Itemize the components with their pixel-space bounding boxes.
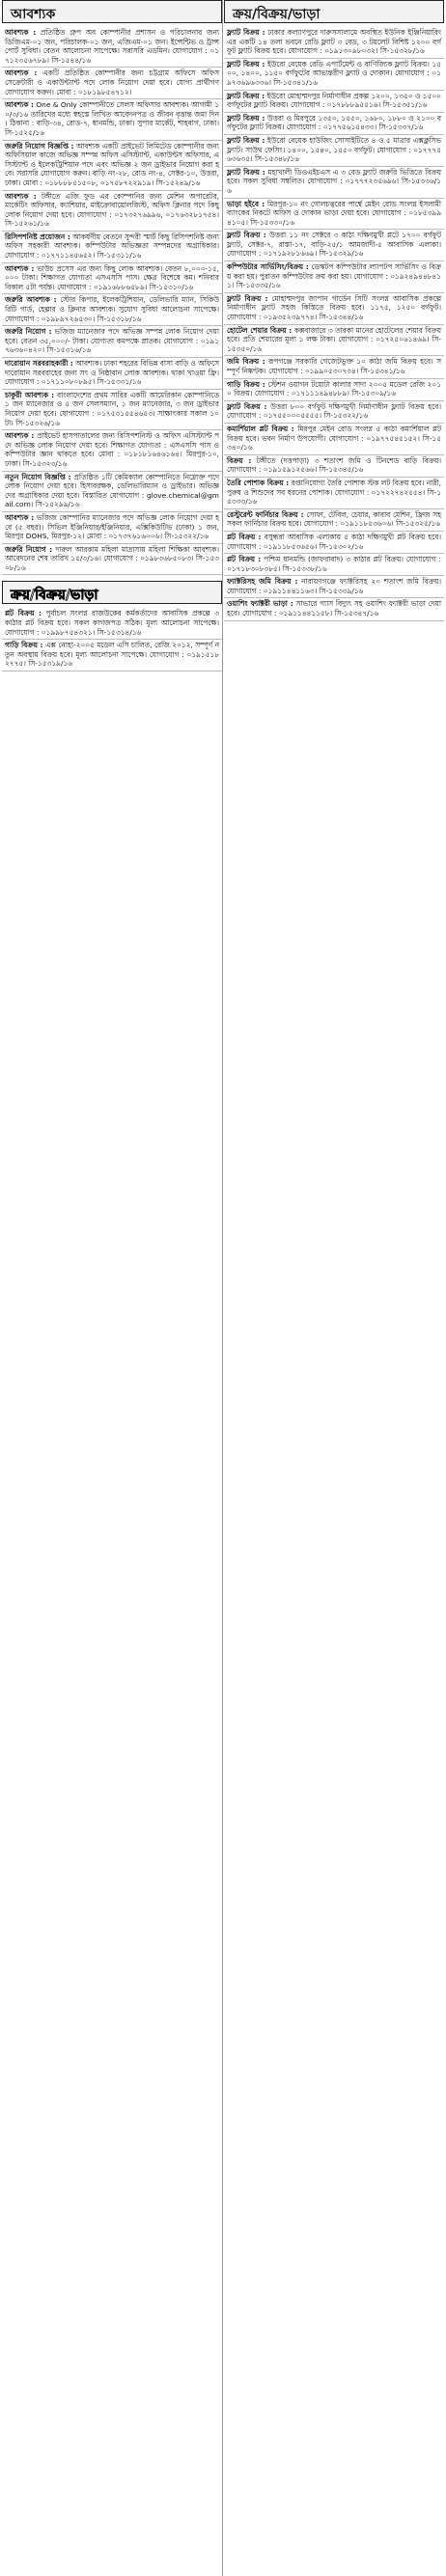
ad-body: পশ্চিম ধানমন্ডি (জাফরাবাদ) ৩ কাঠার প্লট বিক্রয়। যোগাযোগ : ০১৭১৮৩০৮৩৮৫। সি-১৫৩৩৮/১৬ bbox=[227, 555, 441, 573]
classified-ad bbox=[224, 27, 444, 59]
section-title: ক্রয়/বিক্রয়/ভাড়া bbox=[11, 588, 98, 604]
ad-body: রূপগঞ্জে সরকারি গেজেটভুক্ত ১০ কাঠা জমি বিক্রয় হবে। সম্পূর্ণ নিষ্কণ্টক। যোগাযোগ : ০১৯৯০৫৩০৭৩৪। সি-১৫৩৪১/১৬ bbox=[227, 357, 441, 375]
classified-ad bbox=[224, 356, 444, 378]
classified-ad bbox=[224, 379, 444, 401]
classified-ad bbox=[2, 544, 222, 576]
ad-heading: আবশ্যক : bbox=[5, 28, 37, 37]
ad-body: ভজিজ ম্যানেজার পদে অভিজ্ঞ সম্পন্ন লোক নিয়োগ দেয়া হবে। বেতন ৩৫,০০০/- টাকা। যোগ্যতা কমপক্ষে স্নাতক। যোগাযোগ : ০১৯১৭৬৩৬০৪২০। সি-১৫৩১৬/১৬ bbox=[5, 327, 219, 355]
classified-ad bbox=[224, 325, 444, 357]
classified-ad bbox=[224, 598, 444, 620]
classified-ad bbox=[224, 509, 444, 532]
ad-heading: ফ্ল্যাট বিক্রয় : bbox=[227, 293, 268, 303]
ad-body: রপ্তানিযোগ্য তৈরি পোশাক স্টক লট বিক্রয় হবে। নারী, পুরুষ ও শিশুদের সব ধরনের পোশাক। যোগাযোগ : ০১৭২২৭৪২৫৫৪। সি-১৫৩৩৩/১৬ bbox=[227, 478, 441, 507]
ad-body: টঙ্গীতে (দত্তপাড়া) ৩ শতাংশ জমি ও টিনশেড বাড়ি বিক্রয়। যোগাযোগ : ০১৯১৫৯১২৫৬৬। সি-১৫৩৪৫/১৬ bbox=[227, 455, 441, 475]
ad-heading: আবশ্যক : bbox=[5, 69, 38, 78]
classified-ad bbox=[2, 141, 222, 191]
ad-heading: রেস্টুরেন্ট ফার্নিচার বিক্রয় : bbox=[227, 509, 304, 519]
ad-body: মোহাম্মদপুর জাপান গার্ডেন সিটি সংলগ্ন আবাসিক প্রকল্পে নির্মাণাধীন ফ্ল্যাট সহজ কিস্তিতে বিক্রয় হবে। ১১৭৫, ১২৫০ বর্গফুট। যোগাযোগ : ০১৯৩৫২৩৯৭৭৪। সি-১৫৩৪৪/১৬ bbox=[227, 293, 441, 322]
ad-body: ইউরো বেয়েক হাউজিং সোসাইটিতে ৪ ও ৫ মাত্রার এক্সক্লুসিভ ফ্ল্যাট। সাউথ ফেসিং। ১৪০০, ১৫৪০, ১৫৫০ বর্গফুট। যোগাযোগ : ০১৭৭৭৫৬৩৬৩৫। সি-১৫৩৪৮/১৬ bbox=[227, 135, 441, 164]
section-header-buy-sell-rent-left bbox=[2, 581, 222, 604]
ad-heading: ওয়াশিং ফ্যাক্টরী ভাড়া : bbox=[227, 599, 293, 609]
ad-heading: জরুরি নিয়োগ : bbox=[5, 544, 53, 554]
ad-body: পূর্বাচল সংলগ্ন রাজউকের কর্মকর্তাদের আবাসিক প্রকল্পে ৩ কাঠার প্লট বিক্রয় হবে। সকল কাগজপত্র সঠিক। মূল্য আলোচনা সাপেক্ষে। যোগাযোগ : ০১৯৯৮৭৫৪৩২১। সি-১৫৩১৪/১৬ bbox=[5, 609, 219, 637]
classified-ad bbox=[2, 191, 222, 232]
ad-heading: প্লট বিক্রয় : bbox=[5, 609, 42, 618]
section-header-employment bbox=[2, 0, 222, 23]
ad-heading: ফ্ল্যাট বিক্রয় : bbox=[227, 113, 265, 123]
classified-ad bbox=[2, 27, 222, 68]
ad-heading: চাকুরী আবশ্যক : bbox=[5, 390, 55, 399]
ad-heading: গাড়ি বিক্রয় : bbox=[227, 379, 265, 389]
classified-ad bbox=[224, 113, 444, 135]
classified-ad bbox=[224, 401, 444, 424]
classified-list-buy-sell bbox=[224, 27, 444, 621]
classified-ad bbox=[2, 326, 222, 358]
ad-body: প্রতিষ্ঠিত গ্রুপ অব কোম্পানীর প্রশাসন ও পরিচালনার জন্য ডিজিএম-০১ জন, পরিচালক-০১ জন, এজিএম-০১ জন। ইন্সেন্টিভ ও ট্রান্সপোর্ট সুবিধা। বেতন আলোচনা সাপেক্ষে। সরাসরি এডমিন। যোগাযোগ : ০১৭১২৩৫৬৭৮৯। সি-১৫৪৪/১৬ bbox=[5, 28, 220, 65]
ad-heading: আবশ্যক : bbox=[5, 431, 35, 441]
classified-ad bbox=[224, 478, 444, 509]
ad-body: প্রাইভেট হাসপাতালের জন্য রিসিপশনিস্ট ও অফিস এসিস্ট্যান্ট পদে অভিজ্ঞ লোক নিয়োগ দেয়া হবে। শিক্ষাগত যোগ্যতা : এসএসসি পাস ও কম্পিউটার জ্ঞান থাকতে হবে। মোবা : ০১৮১৮১৬৪৬১৬৪। মিরপুর-১০, ঢাকা। সি-১৫৩২৩/১৬ bbox=[5, 431, 219, 468]
ad-body: আবশ্যক। ঢাকা শহরের বিভিন্ন বাসা বাড়ি ও অফিসে দারোয়ান সরবরাহের জন্য সৎ ও নিষ্ঠাবান লোক আবশ্যক। থাকা খাওয়া ফ্রি। যোগাযোগ : ০১৭১১০৮০৮৯৫। সি-১৫৩৩১/১৬ bbox=[5, 359, 219, 387]
ad-body: মিরপুর-১০ নং গোলচত্বরের পার্শ্বে মেইন রোড সংলগ্ন ইসলামী ব্যাংকের নিকটে অফিস ও দোকান ভাড়া দেয়া হবে। যোগাযোগ : ০১৮৫৩৯৯৪১০৫। সি-১৫৩৩০/১৬ bbox=[227, 199, 442, 227]
ad-heading: আবশ্যক : bbox=[5, 100, 34, 110]
ad-heading: ফ্ল্যাট বিক্রয় : bbox=[227, 59, 265, 69]
ad-body: কক্সবাজারে ৩ তারকা মানের হোটেলের শেয়ার বিক্রয় হবে। প্রতি শেয়ারের মূল্য ১ লক্ষ টাকা। যোগাযোগ : ০১৭২৫০৬১৪৬৯। সি-১৫৩৫০/১৬ bbox=[227, 325, 441, 353]
ad-heading: ফ্ল্যাট বিক্রয় : bbox=[227, 401, 267, 411]
classified-ad bbox=[224, 91, 444, 113]
ad-heading: নতুন নিয়োগ বিজ্ঞপ্তি : bbox=[5, 472, 71, 481]
ad-body: ডেস্কটপ কম্পিউটার ল্যাপটপ সার্ভিসিং ও বিক্রয় করা হয়। পুরাতন কম্পিউটার ক্রয় করা হয়। যোগাযোগ : ০১৯২৪৯৪৪৮৪১১। সি-১৫৩৩৫/১৬ bbox=[227, 262, 442, 290]
ad-body: মহাখালী ডিওএইচএস এ ৩ বেড ফ্ল্যাট জরুরি ভিত্তিতে বিক্রয় হবে। সকল সুবিধা সম্বলিত। যোগাযোগ : ০১৭৭৭২৩৫৬৯৬। সি-১৫৩৩৬/১৬ bbox=[227, 167, 441, 195]
classified-ad bbox=[2, 358, 222, 390]
ad-heading: ফ্ল্যাট বিক্রয় : bbox=[227, 135, 265, 145]
ad-body: উত্তরা ১১ নং সেক্টরে ৩ কাঠা দক্ষিণমুখী প্লটে ১৭০০ বর্গফুট ফ্ল্যাট, সেক্টর-৭, রাস্তা-১৭, বাড়ি-২৫/১ আমজাদী-৫ আবাসিক এলাকা। যোগাযোগ : ০১৭১৯২৮১৬৬৯। সি-১৫৩২৯/১৬ bbox=[227, 231, 441, 259]
ad-heading: আবশ্যক : bbox=[5, 263, 35, 273]
ad-body: সাভারে গ্যাস বিদ্যুৎ সহ ওয়াশিং ফ্যাক্টরী ভাড়া দেয়া হবে। যোগাযোগ : ০১৯১১৪৪১১৫৮। সি-১৫৩৪৭/১৬ bbox=[227, 599, 441, 618]
classified-ad bbox=[2, 430, 222, 471]
ad-heading: কমার্শিয়াল প্লট বিক্রয় : bbox=[227, 424, 294, 433]
ad-body: উত্তরা ৮০০ বর্গফুট দক্ষিণমুখী নির্মাণাধীন ফ্ল্যাট বিক্রয় হবে। যোগাযোগ : ০১৭৫৫০০০৫৫৫৫। সি-১৫৩২২/১৬ bbox=[227, 401, 441, 421]
ad-heading: জমি বিক্রয় : bbox=[227, 357, 265, 367]
classified-ad bbox=[224, 199, 444, 231]
ad-body: আকর্ষণীয় বেতনে সুন্দরী স্মার্ট কিছু রিসিপশনিষ্ট জন্য অফিস সহকারী আবশ্যক। কম্পিউটার অভিজ্ঞতা সম্পন্নদের অগ্রাধিকার। যোগাযোগ : ০১৭৭১১৪৫৬৫২। সি-১৫৩১১/১৬ bbox=[5, 232, 219, 260]
right-column bbox=[224, 0, 444, 621]
section-header-buy-sell-rent bbox=[224, 0, 444, 23]
classified-ad bbox=[224, 532, 444, 554]
ad-body: ইউরো বেয়েক রেডি এপার্টমেন্ট ও বাণিজ্যিক ফ্ল্যাট বিক্রয়। ১৫০০, ১৪০০, ১১৫০ বর্গফুটের আভ্যন্তরীণ ফ্ল্যাট ও দোকান। যোগাযোগ : ০১৯৭৩৬৯৬৩৩৬। সি-১৫৩৪১/১৬ bbox=[227, 59, 442, 87]
left-column bbox=[2, 0, 222, 671]
classified-ad bbox=[224, 261, 444, 293]
classified-ad bbox=[2, 263, 222, 295]
ad-heading: ফ্ল্যাট বিক্রয় : bbox=[227, 231, 266, 240]
ad-heading: ফ্ল্যাট বিক্রয় : bbox=[227, 167, 265, 177]
classified-ad bbox=[2, 472, 222, 512]
ad-heading: আবশ্যক : bbox=[5, 512, 35, 522]
ad-body: এক্স নোহা-২০০৫ মডেল এসি চালিত, রেজি ২০১২, সম্পূর্ণ নতুন অবস্থায় বিক্রয় হবে। মূল্য আলোচনা সাপেক্ষে। যোগাযোগ : ০১৯১৫১৮২৭৭৫। সি-১৫৩১৯/১৬ bbox=[5, 641, 219, 669]
ad-body: স্টোর কিপার, ইলেকট্রিশিয়ান, ডেলিভারি ম্যান, সিকিউরিটি গার্ড, হেল্পার ও ক্লিনার আবশ্যক। সুযোগ সুবিধা আলোচনা সাপেক্ষে। যোগাযোগ : ০১৯৮৯৭২৬৫৩০। সি-১৫৩১৮/১৬ bbox=[5, 295, 219, 323]
section-title: ক্রয়/বিক্রয়/ভাড়া bbox=[233, 7, 321, 22]
classified-ad bbox=[2, 294, 222, 326]
classified-ad bbox=[2, 512, 222, 544]
ad-body: মিরপুর মেইন রোড সংলগ্ন ৫ কাঠা কমার্শিয়াল প্লট বিক্রয় হবে। ভবন নির্মাণ উপযোগী। যোগাযোগ : ০১৯৭৭৫৪৫১৫২। সি-১৫৩৪০/১৬ bbox=[227, 424, 441, 452]
classified-ad bbox=[2, 99, 222, 140]
classified-ad bbox=[2, 68, 222, 99]
ad-body: নারায়ণগঞ্জে ফ্যাক্টরিসহ ২০ শতাংশ জমি বিক্রয়। যোগাযোগ : ০১৯১১৪৪১১৬৩। সি-১৫৩৩৯/১৬ bbox=[227, 577, 441, 595]
ad-heading: জরুরি নিয়োগ : bbox=[5, 327, 52, 337]
ad-body: আবশ্যক একটি প্রাইভেট লিমিটেড কোম্পানীর জন্য অফিসিয়াল কাজে অভিজ্ঞ সম্পন্ন অফিস এসিস্ট্যান্ট, একাউন্টস অফিসার, এসিস্ট্যান্ট ও ইলেকট্রিশিয়ান পদে এবং অভিজ্ঞ ২ জন ড্রাইভার নিয়োগ করা হবে। সরাসরি যোগাযোগ করুন। বাড়ি নং-২৮, রোড নং-৪, সেক্টর-১০, উত্তরা, ঢাকা। মোবা : ০১৮৮৮৮৫১৫০৮, ০১৭৫৮৭২২৯১৯। সি-১৫২৪৯/১৬ bbox=[5, 141, 219, 187]
classified-ad bbox=[224, 576, 444, 598]
ad-body: বসুন্ধরা আবাসিক এলাকায় ৫ কাঠা দক্ষিণমুখী প্লট বিক্রয় হবে। যোগাযোগ : ০১৯১১৮৫৩৬৫৬। সি-১৫৩০২/১৬ bbox=[227, 532, 441, 551]
ad-body: ভজিজ কোম্পানির ম্যানেজার পদে অভিজ্ঞ লোক নিয়োগ দেয়া হবে (৫ বছর)। সিভিল ইঞ্জিনিয়ার/ইঞ্জিনিয়ার, এক্সিকিউটিভ (ঢাকা) ১ জন, মিরপুর DOHS, মিরপুর-১২। মোবা : ০১৭৩৭৬১৬০০৬। সি-১৫৩২২/১৬ bbox=[5, 512, 219, 541]
ad-heading: প্লট বিক্রয় : bbox=[227, 532, 262, 541]
ad-body: One & Only কোম্পানীতে সেলস অফিসার আবশ্যক। আগামী ১০/৩/১৬ তারিখের মধ্যে স্বহস্তে লিখিত আবেদনপত্র ও জীবন বৃত্তান্ত জমা দিন। ঠিকানা : বাড়ি-৩৪, রোড-৭, ধানমন্ডি, ঢাকা। সুপার মার্কেট, শাহবাগ, ঢাকা। সি-১৫২৫/১৬ bbox=[5, 100, 219, 137]
classified-list-buy-sell-left bbox=[2, 608, 222, 671]
ad-heading: ভাড়া হইবে : bbox=[227, 199, 265, 208]
column-divider bbox=[222, 0, 223, 2576]
ad-heading: বিক্রয় : bbox=[227, 455, 252, 465]
ad-heading: ফ্ল্যাট বিক্রয় : bbox=[227, 91, 265, 100]
ad-body: ঢাকার কল্যাণপুরে দারুসসালামে অবস্থিত ইউনিক ইঞ্জিনিয়ারিং এর একটি ১৪ তলা ভবনে রেডি ফ্ল্যাট ৩ বেড, ৩ টয়লেট বিশিষ্ট ১২০০ বর্গফুট ফ্ল্যাট বিক্রয় হবে। যোগাযোগ : ০১৯১৩০৯৮০৩২। সি-১৫৩২৮/১৬ bbox=[227, 28, 442, 56]
ad-heading: ফ্যাক্টরিসহ জমি বিক্রয় : bbox=[227, 577, 298, 587]
classified-ad bbox=[2, 232, 222, 263]
section-title: আবশ্যক bbox=[11, 7, 56, 22]
classified-ad bbox=[224, 230, 444, 261]
ad-body: সোফা, টেবিল, চেয়ার, কাবাব মেশিন, ফ্রিজ সহ সকল ফার্নিচার বিক্রয় হবে। যোগাযোগ : ০১৯১১৮৫৩৬০৬। সি-১৫৩২৫/১৬ bbox=[227, 509, 442, 529]
classified-ad bbox=[224, 554, 444, 576]
ad-body: ইউরো মোহাম্মদপুর নির্মাণাধীন প্রকল্প ১২০০, ১৩৫০ ও ১৫০০ বর্গফুটের ফ্ল্যাট বিক্রয়। যোগাযোগ : ০১৭৮৮৮৯৫৫১৬। সি-১৫৩৫১/১৬ bbox=[227, 91, 441, 110]
classified-list-employment bbox=[2, 27, 222, 575]
ad-heading: কম্পিউটার সার্ভিসিং/বিক্রয় : bbox=[227, 262, 309, 272]
ad-heading: ফ্ল্যাট বিক্রয় : bbox=[227, 28, 265, 37]
classified-ad bbox=[224, 293, 444, 325]
classified-ad bbox=[224, 424, 444, 455]
ad-heading: হোটেল শেয়ার বিক্রয় : bbox=[227, 325, 293, 335]
ad-heading: তৈরি পোশাক বিক্রয় : bbox=[227, 478, 290, 487]
classified-ad bbox=[224, 167, 444, 199]
ad-body: টঙ্গীতে এজি ফুড এর কোম্পানির জন্য মেশিন অপারেটর, মার্কেটিং অফিসার, ক্যাশিয়ার, মাইক্রোবায়োলজিস্ট, অফিস ক্লিনার পদে কিছু লোক নিয়োগ দেয়া হবে। যোগাযোগ : ০১৭৩২৭৬৯৯৬, ০১৭৬৩২৮১৭৫৪। সি-১৫২৬১/১৬ bbox=[5, 191, 220, 229]
ad-heading: জরুরি নিয়োগ বিজ্ঞপ্তি : bbox=[5, 141, 74, 151]
classified-ad bbox=[224, 135, 444, 167]
ad-body: বাংলাদেশের প্রথম সারির একটি আমেরিকান কোম্পানিতে ১ জন ম্যানেজার ও ৫ জন সেলসম্যান, ১ জন ম্যানেজার, ৩ জন ড্রাইভার নিয়োগ দেয়া হবে। যোগাযোগ : ০১৭৫৩১৫৫৪৬৫৩। সাক্ষাৎকার সকাল ১০টা। সি-১৫৩২৬/১৬ bbox=[5, 390, 219, 427]
classified-ad bbox=[2, 640, 222, 671]
classified-ad bbox=[224, 455, 444, 478]
ad-heading: প্লট বিক্রয় : bbox=[227, 555, 262, 564]
ad-body: ভাউচ প্রসেস এর জন্য কিছু লোক আবশ্যক। বেতন ৮,০০০-১৫,০০০ টাকা। শিক্ষাগত যোগ্যতা এসএসসি পাস। ক্ষেত্র বিশেষে কম। শনিবার বিকাল ৫টা পর্যন্ত। যোগাযোগ : ০১৯১৬৮৮৬৫৮৯। সি-১৫৩১০/১৬ bbox=[5, 263, 219, 291]
ad-body: স্টেশন ওয়াগন টয়োটা কালার সাদা ২০০৫ মডেল রেজি ২০১০ বিক্রয়। যোগাযোগ : ০১৭১১১৪৯৪৮৮৯। সি-১৫৩০৯/১৬ bbox=[227, 379, 441, 398]
ad-body: একটি প্রতিষ্ঠিত কোম্পানীর জন্য চট্টগ্রাম অফিসে অফিস সেক্রেটারী ও একাউন্ট্যান্ট পদে লোক নিয়োগ দেয়া হবে। যোগ্য প্রার্থীগণ যোগাযোগ করুন। মোবা : ০১৮১৯৮৫৪৭১২। bbox=[5, 69, 219, 96]
ad-body: উত্তরা ও মিরপুরে ১৩৫০, ১৫৫০, ১৬৮০, ১৮৮০ ও ২১০০ বর্গফুটের ফ্ল্যাট বিক্রয়। যোগাযোগ : ০১৭৭৫৬১৫৪৩৩। সি-১৫৩৩৭/১৬ bbox=[227, 113, 441, 132]
ad-heading: গাড়ি বিক্রয় : bbox=[5, 641, 43, 650]
classified-ad bbox=[2, 608, 222, 640]
ad-heading: দারোয়ান সরবরাহকারী : bbox=[5, 359, 73, 368]
classified-ad bbox=[224, 59, 444, 91]
ad-body: দারুল আরকাম মহিলা মাদ্রাসায় মহিলা শিক্ষিকা আবশ্যক। আবেদনের শেষ তারিখ ১৫/৩/১৬। যোগাযোগ : ০১৯৮৩৬৮৫০৮৩। সি-১৫৩০৮/১৬ bbox=[5, 544, 219, 572]
ad-heading: রিসিপশনিষ্ট প্রয়োজন : bbox=[5, 232, 70, 241]
classified-ad bbox=[2, 390, 222, 430]
ad-heading: আবশ্যক : bbox=[5, 191, 37, 201]
ad-body: প্রতিষ্ঠিত ১টি কেমিক্যাল কোম্পানিতে নিম্নোক্ত পদে লোক নিয়োগ দেয়া হবে। হিসাবরক্ষক, ডেলিভারিম্যান ও ড্রাইভার। অভিজ্ঞদের অগ্রাধিকার দেয়া হবে। বিস্তারিত যোগাযোগ : glove.chemical@gmail.com। সি-১৫২৯৯/১৬ bbox=[5, 472, 220, 509]
ad-heading: জরুরি আবশ্যক : bbox=[5, 295, 57, 305]
